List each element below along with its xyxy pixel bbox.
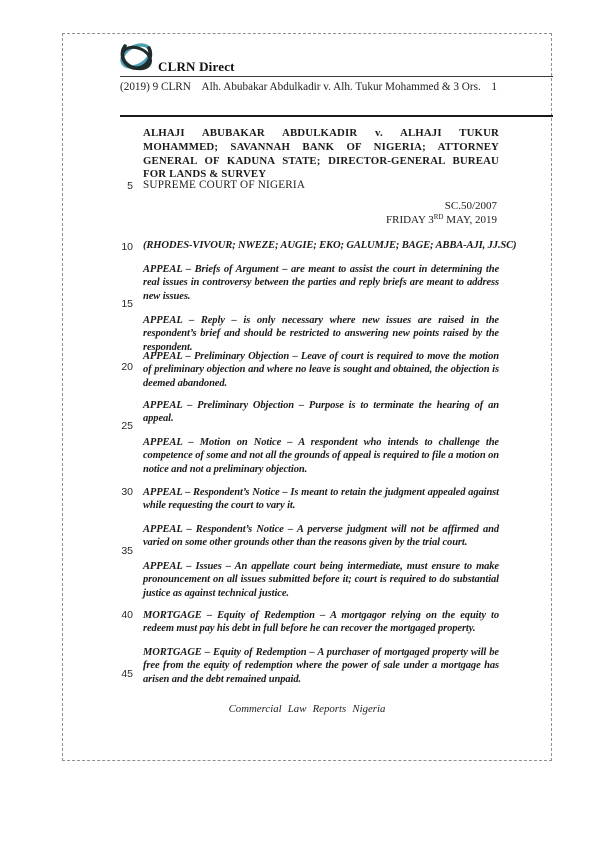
coram-justices: (RHODES-VIVOUR; NWEZE; AUGIE; EKO; GALUMJE; BAGE; ABBA-AJI, JJ.SC) [143, 240, 517, 251]
running-header [120, 81, 497, 93]
catchword-appeal-prelim-leave: APPEAL – Preliminary Objection – Leave of court is required to move the motion of preliminary objection and where no leave is sought and obtained, the objection is deemed abandoned. [143, 351, 499, 389]
hearing-date [143, 213, 497, 226]
citation-text: (2019) 9 CLRN [120, 81, 191, 93]
running-title: Alh. Abubakar Abdulkadir v. Alh. Tukur Mohammed & 3 Ors. [201, 81, 481, 93]
date-suffix: MAY, 2019 [443, 214, 497, 226]
catchword-appeal-issues: APPEAL – Issues – An appellate court being intermediate, must ensure to make pronouncement on all issues submitted before it; court is required to do substantial justice as against technical justice. [143, 561, 499, 599]
line-number-35: 35 [121, 545, 133, 557]
catchword-mortgage-redeem-2: MORTGAGE – Equity of Redemption – A purchaser of mortgaged property will be free from the equity of redemption where the power of sale under a mortgage has arisen and the debt remained unpaid. [143, 647, 499, 685]
date-prefix: FRIDAY 3 [385, 214, 434, 226]
brand-title: CLRN Direct [158, 59, 235, 74]
suit-number: SC.50/2007 [444, 200, 497, 212]
court-name: SUPREME COURT OF NIGERIA [143, 179, 306, 191]
date-ordinal: RD [433, 213, 444, 221]
catchword-appeal-resp-notice-1: APPEAL – Respondent’s Notice – Is meant to retain the judgment appealed against while requesting the court to vary it. [143, 487, 499, 512]
header-rule-thin [120, 76, 553, 77]
line-number-45: 45 [121, 668, 133, 680]
line-number-15: 15 [121, 298, 133, 310]
catchword-appeal-reply: APPEAL – Reply – is only necessary where new issues are raised in the respondent’s brief and should be restricted to answering new points raised by the respondent. [143, 315, 499, 353]
line-number-40: 40 [121, 609, 133, 621]
line-number-30: 30 [121, 486, 133, 498]
catchword-appeal-prelim-purpose: APPEAL – Preliminary Objection – Purpose is to terminate the hearing of an appeal. [143, 400, 499, 425]
catchword-mortgage-redeem-1: MORTGAGE – Equity of Redemption – A mortgagor relying on the equity to redeem must pay his debt in full before he can recover the mortgaged property. [143, 610, 499, 635]
case-parties-title: ALHAJI ABUBAKAR ABDULKADIR v. ALHAJI TUKUR MOHAMMED; SAVANNAH BANK OF NIGERIA; ATTORNEY GENERAL OF KADUNA STATE; DIRECTOR-GENERAL BUREAU FOR LANDS & SURVEY [143, 127, 499, 181]
line-number-10: 10 [121, 241, 133, 253]
line-number-25: 25 [121, 420, 133, 432]
line-number-5: 5 [127, 180, 133, 192]
catchword-appeal-resp-notice-2: APPEAL – Respondent’s Notice – A perverse judgment will not be affirmed and varied on some other grounds other than the reasons given by the trial court. [143, 524, 499, 549]
page-number: 1 [491, 81, 497, 93]
footer-publication: Commercial Law Reports Nigeria [228, 703, 386, 715]
catchword-appeal-briefs: APPEAL – Briefs of Argument – are meant to assist the court in determining the real issues in controversy between the parties and reply briefs are meant to address new issues. [143, 264, 499, 302]
header-rule-thick [120, 115, 553, 117]
catchword-appeal-motion: APPEAL – Motion on Notice – A respondent who intends to challenge the competence of some and not all the grounds of appeal is required to file a motion on notice and not a preliminary objection. [143, 437, 499, 475]
line-number-20: 20 [121, 361, 133, 373]
clrn-logo-icon [116, 37, 157, 78]
